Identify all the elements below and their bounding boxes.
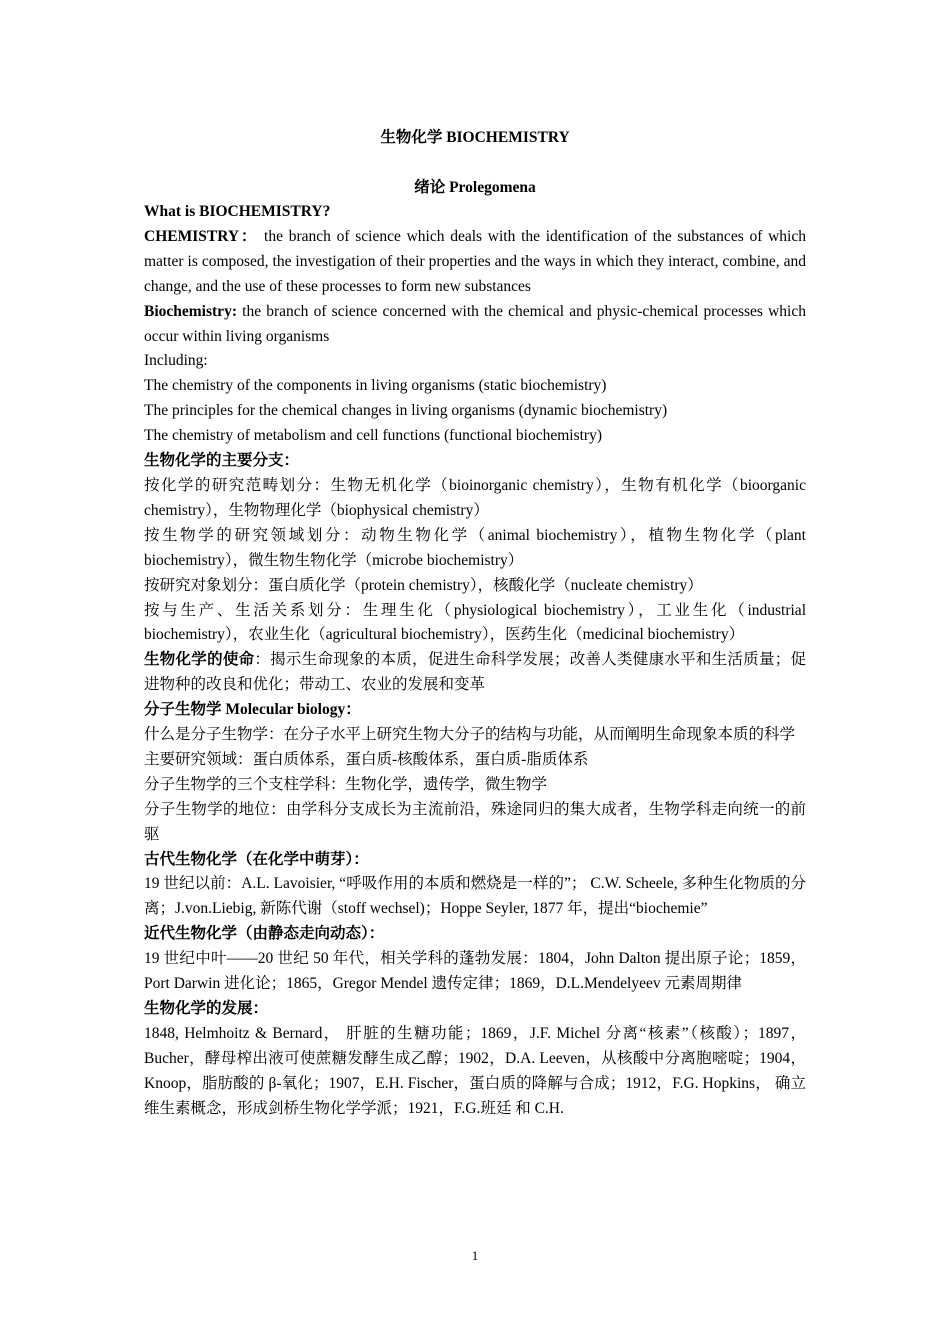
page-number: 1 [471,1248,479,1263]
include-item: The principles for the chemical changes in living organisms (dynamic biochemistry) [144,402,668,420]
mission-term: 生物化学的使命 [144,651,255,669]
including-label: Including: [144,352,208,370]
branch-item: 按生物学的研究领域划分：动物生物化学（animal biochemistry），植物生物化学（plant biochemistry），微生物生物化学（microbe biochemistry） [144,526,806,569]
mission-text: ：揭示生命现象的本质，促进生命科学发展；改善人类健康水平和生活质量；促进物种的改良和优化；带动工、农业的发展和变革 [144,651,806,694]
biochemistry-text: the branch of science concerned with the chemical and physic-chemical processes which occur within living organisms [144,302,806,345]
document-subtitle: 绪论 Prolegomena [414,179,536,196]
chemistry-definition [144,225,806,300]
branch-item: 按化学的研究范畴划分：生物无机化学（bioinorganic chemistry），生物有机化学（bioorganic chemistry），生物物理化学（biophysical chemistry） [144,476,806,519]
biochemistry-term: Biochemistry: [144,302,237,320]
branch-item: 按与生产、生活关系划分：生理生化（physiological biochemistry），工业生化（industrial biochemistry），农业生化（agricultural biochemistry），医药生化（medicinal biochemistry） [144,601,806,644]
ancient-text: 19 世纪以前：A.L. Lavoisier, “呼吸作用的本质和燃烧是一样的”； C.W. Scheele, 多种生化物质的分离；J.von.Liebig, 新陈代谢（stoff wechsel)；Hoppe Seyler, 1877 年，提出“biochemie” [144,875,806,918]
modern-text: 19 世纪中叶——20 世纪 50 年代，相关学科的蓬勃发展：1804，John Dalton 提出原子论；1859，Port Darwin 进化论；1865，Gregor Mendel 遗传定律；1869，D.L.Mendelyeev 元素周期律 [144,950,806,993]
branch-item: 按研究对象划分：蛋白质化学（protein chemistry），核酸化学（nucleate chemistry） [144,576,703,594]
molecular-heading: 分子生物学 Molecular biology： [144,701,361,719]
development-heading: 生物化学的发展： [144,1000,269,1017]
document-body [144,200,806,1122]
what-is-heading: What is BIOCHEMISTRY? [144,203,331,220]
include-item: The chemistry of the components in living organisms (static biochemistry) [144,377,607,395]
modern-heading: 近代生物化学（由静态走向动态）： [144,925,385,943]
biochemistry-definition [144,300,806,350]
molecular-item: 分子生物学的三个支柱学科：生物化学，遗传学，微生物学 [144,775,548,793]
chemistry-text: the branch of science which deals with the identification of the substances of which matter is composed, the investigation of their properties and the ways in which they interact, combine, and change, and the use of these processes to form new substances [144,227,806,295]
document-title: 生物化学 BIOCHEMISTRY [380,129,570,146]
molecular-item: 主要研究领域：蛋白质体系，蛋白质-核酸体系，蛋白质-脂质体系 [144,750,589,768]
include-item: The chemistry of metabolism and cell functions (functional biochemistry) [144,427,602,445]
mission-paragraph [144,648,806,698]
branches-heading: 生物化学的主要分支： [144,452,300,470]
chemistry-term: CHEMISTRY： [144,227,259,245]
molecular-item: 分子生物学的地位：由学科分支成长为主流前沿，殊途同归的集大成者，生物学科走向统一的前驱 [144,800,806,843]
development-text: 1848, Helmhoitz & Bernard， 肝脏的生糖功能；1869，J.F. Michel 分离“核素”（核酸）；1897，Bucher，酵母榨出液可使蔗糖发酵生成乙醇；1902，D.A. Leeven，从核酸中分离胞嘧啶；1904，Knoop，脂肪酸的 β-氧化；1907，E.H. Fischer，蛋白质的降解与合成；1912，F.G. Hopkins， 确立维生素概念，形成剑桥生物化学学派；1921，F.G.班廷 和 C.H. [144,1024,806,1117]
ancient-heading: 古代生物化学（在化学中萌芽）： [144,850,369,868]
molecular-item: 什么是分子生物学：在分子水平上研究生物大分子的结构与功能，从而阐明生命现象本质的科学 [144,726,796,744]
